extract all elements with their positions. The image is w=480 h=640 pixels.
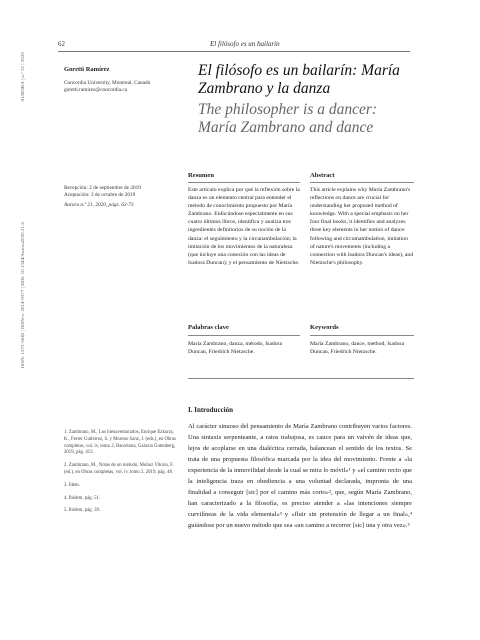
abstract-text: This article explains why María Zambrano's reflections on dance are crucial for understanding her proposed method of knowledge. With a special emphasis on her four final books, it identifies and analyzes three key elements in her notion of dance: following and circumambulation, imitation of nature's movements (including a connection with Isadora Duncan's ideas), and Nietzsche's philosophy. [310, 187, 414, 266]
side-issn-label: ISSN: 1575-5045 | ISSN-e: 2014-9377 | DOI: 10.1344/Aurora2020.21.6 [20, 222, 25, 368]
footnote-4: 4. Ibidem, pág. 51. [64, 495, 101, 501]
article-title-es: El filósofo es un bailarín: María Zambrano y la danza [198, 62, 400, 97]
accepted-date: Aceptación: 3 de octubre de 2019 [64, 192, 136, 199]
resumen-heading: Resumen [188, 172, 215, 179]
page-number: 62 [58, 40, 65, 48]
side-journal-label: AURORA | n.º 21 | 2020 [20, 52, 25, 102]
footnote-3: 3. Ídem. [64, 482, 80, 488]
resumen-rule [188, 182, 300, 183]
palabras-clave-text: María Zambrano, danza, método, Isadora Duncan, Friedrich Nietzsche. [188, 341, 282, 356]
footnote-5: 5. Ibidem, pág. 39. [64, 508, 101, 514]
received-date: Recepción: 2 de septiembre de 2019 [64, 185, 141, 191]
author-affiliation [64, 80, 176, 94]
header-rule [58, 51, 410, 52]
footnote-1: 1. Zambrano, M., Los bienaventurados, Enrique Ezkurra, K., Ferrer Gutiérrez, S. y Moreno Sanz, J. (eds.), en Obras completas, vol. iv, tomo 2, Barcelona, Galaxia Gutenberg, 2019, pág. 413. [64, 430, 176, 456]
keywords-bottom-rule [188, 378, 414, 379]
abstract-heading: Abstract [310, 172, 335, 179]
keywords-text: María Zambrano, dance, method, Isadora Duncan, Friedrich Nietzsche. [310, 341, 404, 356]
keywords-heading: Keywords [310, 324, 339, 331]
palabras-clave-heading: Palabras clave [188, 324, 229, 331]
intro-paragraph: Al carácter sinuoso del pensamiento de María Zambrano contribuyen varios factores. Una sintaxis serpenteante, a ratos trabajosa, es cauce para un vaivén de ideas que, lejos de acoplarse en una dialéctica cerrada, balancean el sentido de los textos. Se trata de una propuesta filosófica marcada por la idea del movimiento. Frente a «la experiencia de la inmovilidad desde la cual se mira lo móvil»¹ y «el camino recto que la inteligencia traza en obediencia a una voluntad declarada, impronta de una finalidad a conseguir [sic] por el camino más corto»², que, según María Zambrano, han caracterizado a la filosofía, es preciso atender a «las intenciones siempre curvilíneas de la vida elemental»³ y «fluir sin pretensión de llegar a un final»,⁴ guiándose por un nuevo método que sea «un camino a recorrer [sic] una y otra vez».⁵ [188, 423, 412, 529]
affiliation-text: Concordia University, Montreal, Canadá [64, 80, 151, 86]
footnote-2: 2. Zambrano, M., Notas de un método, Muñoz Vitoria, F. (ed.), en Obras completas, vol. iv, tomo 2, 2019, pág. 48. [64, 463, 174, 475]
resumen-text: Este artículo explica por qué la reflexión sobre la danza es un elemento central para entender el método de conocimiento propuesto por María Zambrano. Enfocándose especialmente en sus cuatro últimos libros, identifica y analiza tres ingredientes definitorios de su noción de la danza: el seguimiento y la circunambulación; la imitación de los movimientos de la naturaleza (que incluye una conexión con las ideas de Isadora Duncan); y el pensamiento de Nietzsche. [188, 187, 300, 266]
keywords-rule [310, 335, 414, 336]
palabras-rule [188, 335, 300, 336]
author-email: goretti.ramirez@concordia.ca [64, 87, 128, 93]
running-header: El filósofo es un bailarín [210, 40, 280, 48]
article-title-en: The philosopher is a dancer: María Zambrano and dance [198, 101, 378, 136]
author-name: Goretti Ramírez [64, 66, 110, 73]
section-heading: I. Introducción [188, 406, 233, 414]
article-dates [64, 185, 176, 200]
footnotes [64, 430, 176, 515]
citation-line: Aurora n.º 21, 2020, págs. 62-73 [64, 202, 134, 208]
abstract-rule [310, 182, 414, 183]
